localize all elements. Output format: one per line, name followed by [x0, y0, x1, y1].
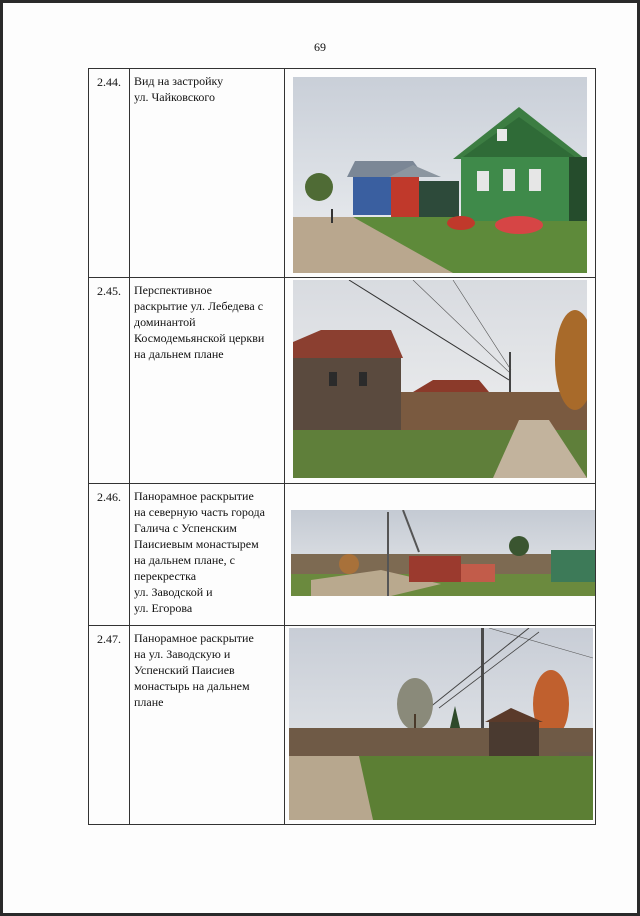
description-line: раскрытие ул. Лебедева с: [134, 299, 264, 313]
description-line: Панорамное раскрытие: [134, 489, 254, 503]
row-number: 2.47.: [89, 626, 130, 825]
row-description: [130, 69, 285, 278]
description-line: доминантой: [134, 315, 196, 329]
photo-table: [88, 68, 596, 825]
description-line: Космодемьянской церкви: [134, 331, 265, 345]
description-line: ул. Чайковского: [134, 90, 215, 104]
description-line: Вид на застройку: [134, 74, 224, 88]
description-line: на дальнем плане: [134, 347, 224, 361]
photo-cell: [285, 69, 596, 278]
description-line: ул. Заводской и: [134, 585, 213, 599]
table-row: [89, 484, 596, 626]
row-description: [130, 626, 285, 825]
photo-cell: [285, 278, 596, 484]
photo-tchaikovsky-street: [285, 69, 609, 277]
description-line: плане: [134, 695, 164, 709]
description-line: ул. Егорова: [134, 601, 193, 615]
description-line: Панорамное раскрытие: [134, 631, 254, 645]
photo-icon: [293, 77, 587, 273]
photo-zavodskaya-street-panorama: [285, 626, 601, 824]
row-number: 2.44.: [89, 69, 130, 278]
row-number: 2.46.: [89, 484, 130, 626]
description-line: Галича с Успенским: [134, 521, 237, 535]
description-line: Паисиевым монастырем: [134, 537, 259, 551]
description-line: на северную часть города: [134, 505, 265, 519]
description-line: Перспективное: [134, 283, 212, 297]
photo-icon: [289, 628, 593, 820]
description-line: Успенский Паисиев: [134, 663, 235, 677]
photo-icon: [293, 280, 587, 478]
row-description: [130, 278, 285, 484]
row-description: [130, 484, 285, 626]
description-line: на дальнем плане, с: [134, 553, 235, 567]
photo-lebedeva-street: [285, 278, 609, 482]
photo-cell: [285, 484, 596, 626]
table-row: [89, 626, 596, 825]
page-number: 69: [314, 40, 326, 54]
photo-galich-north-panorama: [285, 484, 601, 624]
description-line: на ул. Заводскую и: [134, 647, 231, 661]
table-row: [89, 69, 596, 278]
photo-icon: [291, 510, 595, 596]
description-line: перекрестка: [134, 569, 197, 583]
row-number: 2.45.: [89, 278, 130, 484]
photo-cell: [285, 626, 596, 825]
description-line: монастырь на дальнем: [134, 679, 250, 693]
table-row: [89, 278, 596, 484]
